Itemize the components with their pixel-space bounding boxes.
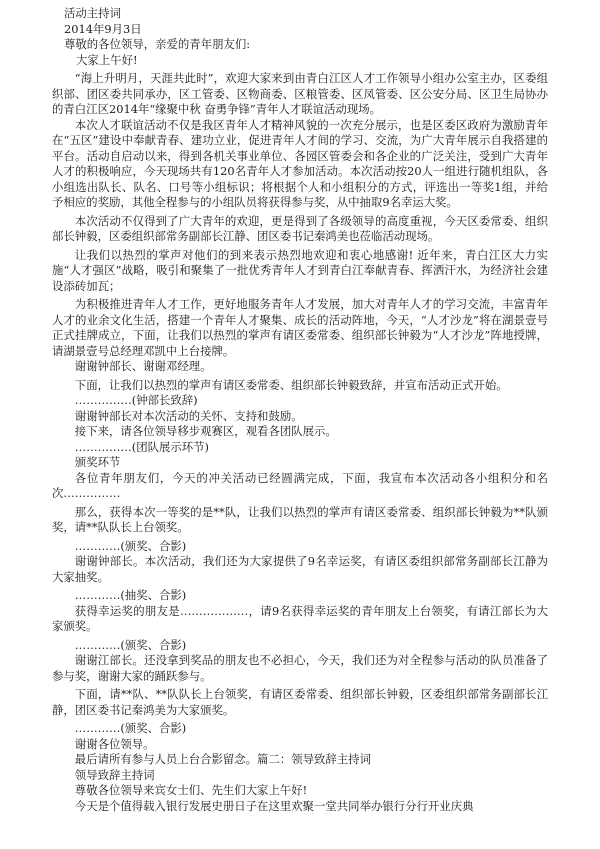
paragraph-salon: 为积极推进青年人才工作，更好地服务青年人才发展，加大对青年人才的学习交流，丰富青年人才的业余文化生活，搭建一个青年人才聚集、成长的活动阵地，今天，“人才沙龙”将在湖景壹号正式挂牌成立，下面，让我们以热烈的掌声有请区委常委、组织部长钟毅为“人才沙龙”阵地授牌，请湖景壹号总经理邓凯中上台接牌。 [52, 297, 548, 358]
paragraph-lucky-winners: 获得幸运奖的朋友是………………，请9名获得幸运奖的青年朋友上台领奖，有请江部长为大家颁奖。 [52, 603, 548, 633]
paragraph-ceremony: 今天是个值得载入银行发展史册日子在这里欢聚一堂共同举办银行分行开业庆典 [74, 798, 474, 813]
paragraph-speech-invite: 下面，让我们以热烈的掌声有请区委常委、组织部长钟毅致辞，并宣布活动正式开始。 [74, 377, 508, 392]
stage-note-draw: …………(抽奖、合影) [74, 588, 187, 602]
paragraph-leaders: 本次活动不仅得到了广大青年的欢迎，更是得到了各级领导的高度重视，今天区委常委、组织部长钟毅，区委组织部常务副部长江静、团区委书记秦鸿美也莅临活动现场。 [52, 213, 548, 243]
stage-note-award-1: …………(颁奖、合影) [74, 538, 187, 553]
section-awards: 颁奖环节 [74, 455, 121, 469]
doc-date: 2014年9月3日 [64, 21, 142, 36]
salutation: 尊敬的各位领导，亲爱的青年朋友们: [64, 37, 251, 51]
stage-note-award-2: …………(颁奖、合影) [74, 637, 187, 652]
paragraph-lucky-draw: 谢谢钟部长。本次活动，我们还为大家提供了9名幸运奖，有请区委组织部常务副部长江静为大家抽奖。 [52, 554, 548, 584]
paragraph-team-leaders: 下面，请**队、**队队长上台领奖，有请区委常委、组织部长钟毅，区委组织部常务副部长江静，团区委书记秦鸿美为大家颁奖。 [52, 687, 548, 717]
stage-note-speech: ……………(钟部长致辞) [74, 393, 198, 407]
stage-note-team: ……………(团队展示环节) [74, 439, 209, 454]
paragraph-opening: “海上升明月，天涯共此时”，欢迎大家来到由青白江区人才工作领导小组办公室主办，区委组织部、团区委共同承办，区工管委、区物商委、区粮管委、区凤管委、区公安分局、区卫生局协办的青白江区2014年“缘聚中秋 奋勇争锋”青年人才联谊活动现场。 [52, 71, 548, 116]
paragraph-results: 各位青年朋友们，今天的冲关活动已经圆满完成，下面，我宣布本次活动各小组积分和名次…………… [52, 470, 548, 500]
stage-note-award-3: …………(颁奖、合影) [74, 721, 187, 735]
paragraph-participation: 谢谢江部长。还没拿到奖品的朋友也不必担心，今天，我们还为对全程参与活动的队员准备了参与奖，谢谢大家的踊跃参与。 [52, 653, 548, 683]
paragraph-activity-intro: 本次人才联谊活动不仅是我区青年人才精神风貌的一次充分展示，也是区委区政府为激励青年在“五区”建设中奉献青春、建功立业，促进青年人才间的学习、交流，为广大青年展示自我搭建的平台。活动自启动以来，得到各机关事业单位、各园区管委会和各企业的广泛关注，受到广大青年人才的积极响应，今天现场共有120名青年人才参加活动。本次活动按20人一组进行随机组队，各小组选出队长、队名、口号等小组标识；将根据个人和小组积分的方式，评选出一等奖1组，并给予相应的奖励，其他全程参与的小组队员将获得参与奖，从中抽取9名幸运大奖。 [52, 117, 548, 209]
paragraph-thanks-1: 谢谢钟部长、谢谢邓经理。 [74, 359, 212, 373]
paragraph-welcome: 让我们以热烈的掌声对他们的到来表示热烈地欢迎和衷心地感谢! 近年来，青白江区大力实施“人才强区”战略，吸引和聚集了一批优秀青年人才到青白江奉献青春、挥洒汗水，为经济社会建设添砖加瓦； [52, 247, 548, 293]
paragraph-thanks-leaders: 谢谢各位领导。 [74, 736, 155, 751]
doc-title: 活动主持词 [64, 6, 121, 20]
paragraph-team-show: 接下来，请各位领导移步观赛区，观看各团队展示。 [74, 424, 337, 438]
paragraph-thanks-2: 谢谢钟部长对本次活动的关怀、支持和鼓励。 [74, 408, 303, 423]
paragraph-first-prize: 那么，获得本次一等奖的是**队，让我们以热烈的掌声有请区委常委、组织部长钟毅为**队颁奖，请**队队长上台领奖。 [52, 504, 548, 534]
greeting: 大家上午好! [76, 52, 138, 67]
section-title-2: 领导致辞主持词 [74, 767, 155, 782]
paragraph-group-photo: 最后请所有参与人员上台合影留念。篇二：领导致辞主持词 [74, 752, 371, 766]
salutation-2: 尊敬各位领导来宾女士们、先生们大家上午好! [74, 783, 308, 797]
